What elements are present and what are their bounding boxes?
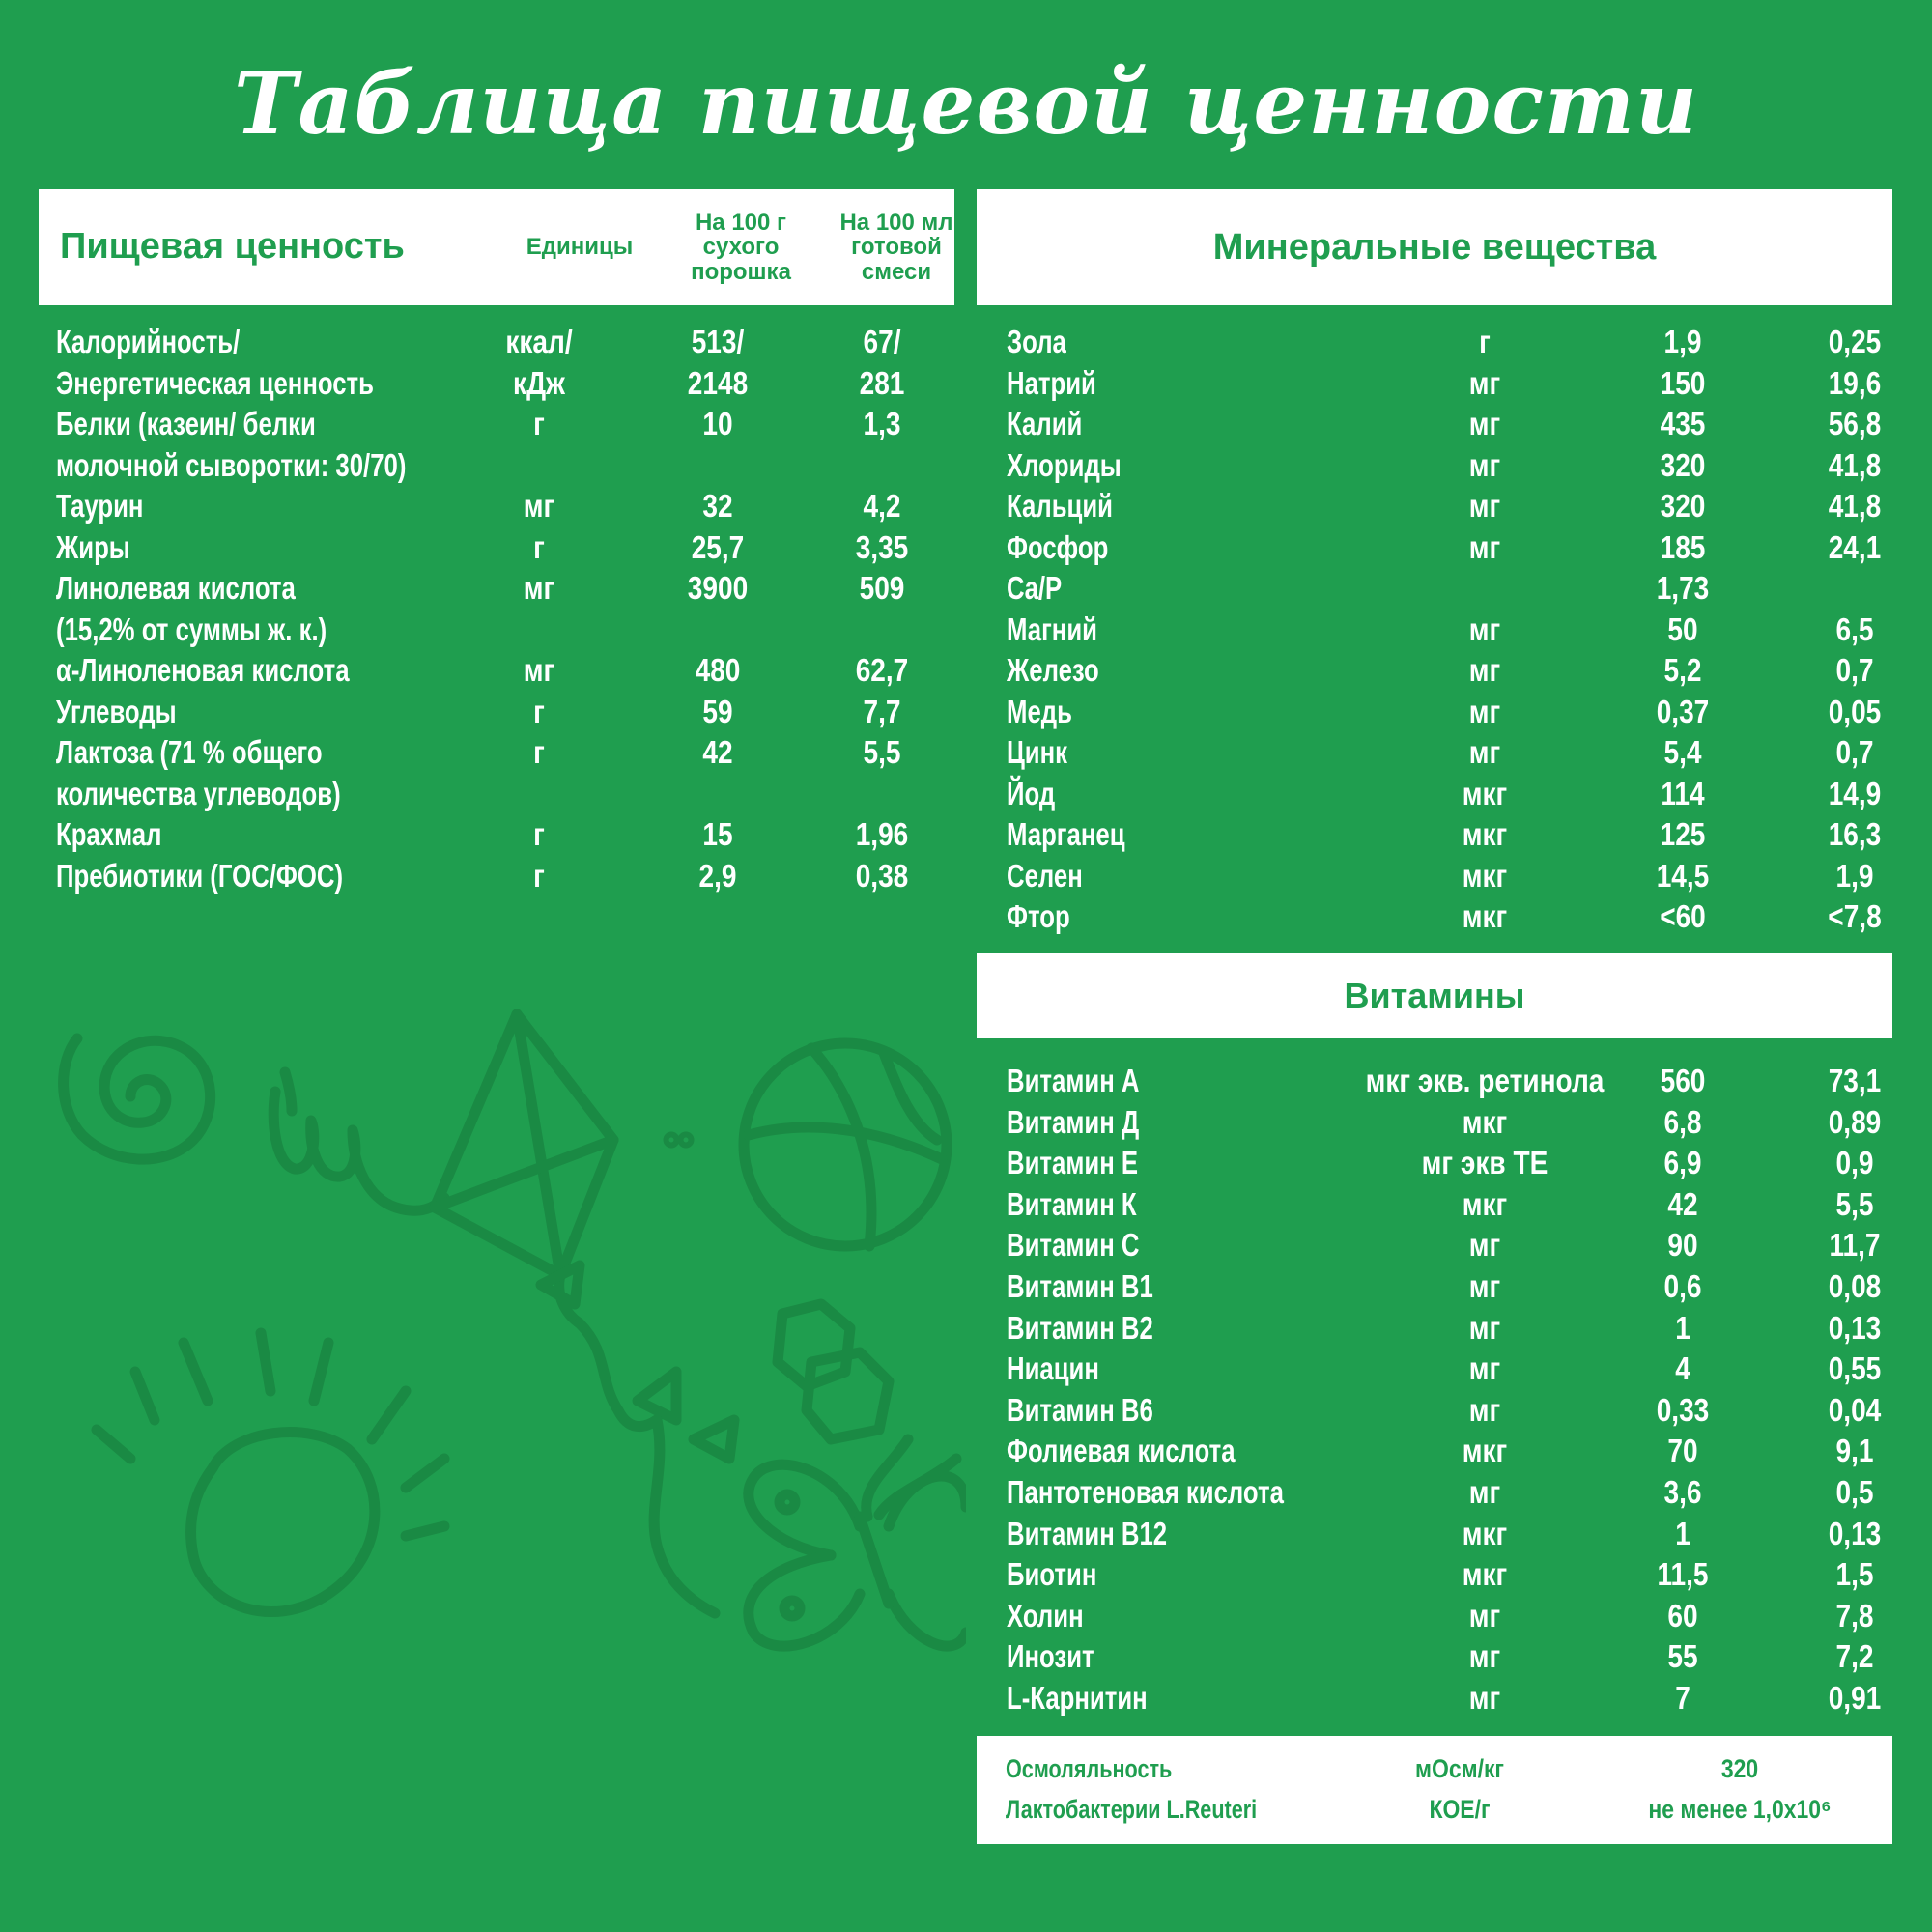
row-name: Калорийность/ (56, 324, 241, 359)
table-row (1007, 1636, 1893, 1677)
table-row (1007, 1349, 1893, 1389)
row-value-per-100ml: 0,89 (1828, 1103, 1882, 1140)
table-row (1007, 363, 1893, 404)
minerals-table (1007, 322, 1893, 940)
row-value-per-100g: 11,5 (1657, 1556, 1709, 1593)
row-unit: мг (523, 488, 555, 524)
table-row (1007, 1266, 1893, 1307)
row-unit: мкг (1462, 898, 1508, 934)
row-value-per-100g: 150 (1660, 364, 1706, 401)
table-row (1007, 1390, 1893, 1431)
row-value-per-100ml: 9,1 (1835, 1433, 1874, 1469)
row-name: α-Линоленовая кислота (56, 652, 350, 688)
row-name: Калий (1007, 406, 1083, 441)
table-row (56, 856, 954, 896)
row-value-per-100g: 1,73 (1656, 570, 1710, 606)
row-value-per-100ml: 0,08 (1828, 1268, 1882, 1304)
header-per-100g: На 100 г сухого порошка (691, 210, 791, 285)
row-name: L-Карнитин (1007, 1680, 1148, 1716)
row-unit: мг (1468, 364, 1501, 401)
row-value-per-100g: 320 (1660, 446, 1706, 483)
table-row (1007, 1308, 1893, 1349)
row-name: Цинк (1007, 734, 1068, 770)
row-unit: мг (1468, 734, 1501, 770)
row-name: Кальций (1007, 488, 1113, 524)
table-row (56, 568, 954, 609)
row-value-per-100ml: 0,7 (1835, 652, 1874, 688)
row-value-per-100g: <60 (1660, 898, 1706, 934)
butterfly-icon (749, 1439, 966, 1646)
row-value-per-100g: 60 (1667, 1597, 1698, 1634)
table-row (1007, 404, 1893, 444)
row-unit: мкг (1462, 1185, 1508, 1222)
ball-icon (744, 1043, 947, 1246)
row-value-per-100g: 0,37 (1656, 693, 1710, 729)
row-unit: г (533, 406, 545, 441)
footer-value: не менее 1,0х10⁶ (1648, 1795, 1832, 1824)
header-per-100ml: На 100 мл готовой смеси (839, 210, 953, 285)
row-value-per-100ml: 6,5 (1835, 611, 1874, 647)
table-row (1007, 692, 1893, 732)
table-row (1007, 774, 1893, 814)
row-unit: мкг (1462, 816, 1508, 852)
row-value-per-100g: 0,6 (1663, 1268, 1702, 1304)
row-name: Таурин (56, 488, 144, 524)
table-row (1007, 1514, 1893, 1554)
row-name: Ниацин (1007, 1350, 1099, 1387)
row-value-per-100ml: 56,8 (1828, 406, 1882, 441)
row-name: Пребиотики (ГОС/ФОС) (56, 857, 344, 894)
row-value-per-100ml: 19,6 (1828, 364, 1882, 401)
row-value-per-100ml: 73,1 (1828, 1063, 1882, 1098)
row-value-per-100ml: 0,5 (1835, 1474, 1874, 1510)
table-row (1007, 650, 1893, 691)
row-value-per-100ml: 0,9 (1835, 1145, 1874, 1181)
table-row (56, 445, 954, 486)
vitamins-header: Витамины (977, 953, 1892, 1038)
row-value-per-100g: 42 (702, 734, 733, 770)
row-value-per-100ml: 0,05 (1828, 693, 1882, 729)
row-name: Витамин А (1007, 1063, 1140, 1098)
row-name: Углеводы (56, 693, 177, 729)
row-unit: мг (1468, 1638, 1501, 1675)
table-row (56, 692, 954, 732)
row-name: Крахмал (56, 816, 162, 852)
table-row (1007, 610, 1893, 650)
row-name: Селен (1007, 857, 1083, 894)
row-value-per-100g: 0,33 (1656, 1391, 1710, 1428)
table-row (56, 363, 954, 404)
row-unit: мг экв ТЕ (1421, 1145, 1548, 1181)
header-nutrition-name: Пищевая ценность (60, 226, 405, 268)
row-value-per-100g: 2,9 (698, 857, 737, 894)
row-value-per-100ml: 67/ (863, 324, 901, 359)
row-value-per-100ml: 0,38 (855, 857, 909, 894)
row-value-per-100ml: 14,9 (1828, 775, 1882, 811)
row-value-per-100g: 6,9 (1663, 1145, 1702, 1181)
row-name: Железо (1007, 652, 1099, 688)
row-value-per-100ml: 11,7 (1829, 1227, 1881, 1264)
row-name: Витамин В12 (1007, 1515, 1168, 1551)
row-unit: мкг экв. ретинола (1365, 1063, 1605, 1098)
row-value-per-100g: 10 (702, 406, 733, 441)
row-value-per-100ml: 24,1 (1828, 528, 1882, 565)
row-unit: г (533, 528, 545, 565)
table-row (1007, 1184, 1893, 1225)
row-name: Ca/P (1007, 570, 1063, 606)
row-value-per-100ml: 4,2 (863, 488, 901, 524)
footer-name: Лактобактерии L.Reuteri (1006, 1795, 1258, 1824)
row-value-per-100ml: 62,7 (855, 652, 909, 688)
footer-row-osmolality (977, 1749, 1892, 1788)
table-row (1007, 486, 1893, 526)
row-unit: мкг (1462, 857, 1508, 894)
doodle-illustrations (39, 966, 966, 1700)
row-value-per-100ml: 0,13 (1828, 1309, 1882, 1346)
row-unit: мг (1468, 446, 1501, 483)
header-units: Единицы (526, 234, 634, 261)
row-name: Медь (1007, 693, 1072, 729)
row-unit: мг (1468, 652, 1501, 688)
row-value-per-100g: 480 (695, 652, 741, 688)
row-name: Хлориды (1007, 446, 1122, 483)
row-value-per-100g: 5,4 (1663, 734, 1702, 770)
row-name: Витамин С (1007, 1227, 1140, 1264)
row-value-per-100g: 4 (1675, 1350, 1690, 1387)
footer-box (977, 1736, 1892, 1844)
row-unit: мг (1468, 1309, 1501, 1346)
row-value-per-100ml: 1,9 (1835, 857, 1874, 894)
table-row (1007, 1225, 1893, 1265)
row-value-per-100g: 560 (1660, 1063, 1706, 1098)
row-name: Инозит (1007, 1638, 1094, 1675)
table-row (56, 610, 954, 650)
row-name: Лактоза (71 % общего (56, 734, 323, 770)
row-unit: мг (1468, 1474, 1501, 1510)
row-name: Пантотеновая кислота (1007, 1474, 1284, 1510)
row-value-per-100ml: 1,96 (855, 816, 909, 852)
row-unit: мкг (1462, 1556, 1508, 1593)
row-value-per-100g: 1 (1675, 1515, 1690, 1551)
row-unit: мг (1468, 1391, 1501, 1428)
row-unit: ккал/ (505, 324, 573, 359)
row-name: Магний (1007, 611, 1097, 647)
table-row (1007, 1143, 1893, 1183)
table-row (1007, 1061, 1893, 1101)
row-unit: кДж (513, 364, 565, 401)
footer-name: Осмоляльность (1006, 1754, 1173, 1783)
row-value-per-100ml: <7,8 (1828, 898, 1882, 934)
row-unit: г (533, 734, 545, 770)
table-row (56, 814, 954, 855)
row-unit: г (533, 693, 545, 729)
row-value-per-100ml: 0,7 (1835, 734, 1874, 770)
table-row (1007, 856, 1893, 896)
table-row (1007, 1431, 1893, 1471)
row-value-per-100g: 1,9 (1663, 324, 1702, 359)
row-name: Витамин В1 (1007, 1268, 1153, 1304)
row-value-per-100g: 25,7 (691, 528, 745, 565)
row-value-per-100g: 7 (1675, 1680, 1690, 1716)
row-unit: мг (523, 570, 555, 606)
row-value-per-100g: 435 (1660, 406, 1706, 441)
row-name: Холин (1007, 1597, 1084, 1634)
row-unit: мг (1468, 1227, 1501, 1264)
row-value-per-100ml: 0,04 (1828, 1391, 1882, 1428)
row-value-per-100ml: 41,8 (1828, 446, 1882, 483)
row-unit: мкг (1462, 1103, 1508, 1140)
row-value-per-100ml: 0,25 (1828, 324, 1882, 359)
table-row (1007, 568, 1893, 609)
row-value-per-100g: 14,5 (1656, 857, 1710, 894)
row-unit: г (1479, 324, 1491, 359)
row-unit: г (533, 816, 545, 852)
footer-value: 320 (1720, 1754, 1759, 1783)
table-row (1007, 1596, 1893, 1636)
table-row (56, 486, 954, 526)
row-name: Марганец (1007, 816, 1125, 852)
row-unit: мг (1468, 528, 1501, 565)
row-value-per-100ml: 7,2 (1835, 1638, 1874, 1675)
row-value-per-100ml: 1,5 (1835, 1556, 1874, 1593)
row-value-per-100g: 32 (702, 488, 733, 524)
row-value-per-100ml: 281 (859, 364, 905, 401)
row-name: Белки (казеин/ белки (56, 406, 316, 441)
row-value-per-100g: 3900 (687, 570, 749, 606)
row-value-per-100g: 513/ (691, 324, 745, 359)
row-value-per-100ml: 509 (859, 570, 905, 606)
table-row (1007, 1678, 1893, 1719)
row-name: Энергетическая ценность (56, 364, 374, 401)
spiral-icon (64, 1038, 211, 1159)
row-unit: мг (1468, 406, 1501, 441)
row-value-per-100g: 90 (1667, 1227, 1698, 1264)
row-name: количества углеводов) (56, 775, 341, 811)
row-name: Витамин Д (1007, 1103, 1140, 1140)
minerals-header: Минеральные вещества (977, 189, 1892, 305)
row-value-per-100g: 59 (702, 693, 733, 729)
page-title: Таблица пищевой ценности (233, 53, 1698, 154)
row-name: Фолиевая кислота (1007, 1433, 1236, 1469)
table-row (56, 322, 954, 362)
hexagon-icon (778, 1304, 889, 1439)
row-unit: мкг (1462, 775, 1508, 811)
row-unit: мг (1468, 1350, 1501, 1387)
row-name: Фосфор (1007, 528, 1109, 565)
table-row (1007, 1472, 1893, 1513)
row-name: Витамин В6 (1007, 1391, 1153, 1428)
row-unit: мг (1468, 693, 1501, 729)
dots-icon (668, 1137, 689, 1143)
row-value-per-100ml: 7,7 (863, 693, 901, 729)
row-value-per-100ml: 7,8 (1835, 1597, 1874, 1634)
footer-unit: КОЕ/г (1429, 1795, 1491, 1824)
sun-icon (97, 1333, 444, 1612)
row-value-per-100g: 320 (1660, 488, 1706, 524)
grass-icon (273, 1072, 444, 1210)
row-value-per-100g: 70 (1667, 1433, 1698, 1469)
kite-icon (435, 1014, 734, 1613)
row-name: молочной сыворотки: 30/70) (56, 446, 407, 483)
row-name: Линолевая кислота (56, 570, 296, 606)
table-row (1007, 732, 1893, 773)
row-value-per-100ml: 16,3 (1828, 816, 1882, 852)
row-unit: мкг (1462, 1515, 1508, 1551)
row-value-per-100ml: 3,35 (855, 528, 909, 565)
row-value-per-100g: 1 (1675, 1309, 1690, 1346)
row-unit: мг (1468, 1597, 1501, 1634)
footer-unit: мОсм/кг (1414, 1754, 1504, 1783)
row-value-per-100ml: 1,3 (863, 406, 901, 441)
row-value-per-100ml: 5,5 (1835, 1185, 1874, 1222)
table-row (56, 774, 954, 814)
vitamins-table (1007, 1061, 1893, 1718)
row-unit: мг (1468, 611, 1501, 647)
table-row (1007, 814, 1893, 855)
row-value-per-100g: 6,8 (1663, 1103, 1702, 1140)
row-unit: мг (1468, 488, 1501, 524)
row-unit: мг (1468, 1268, 1501, 1304)
row-name: Витамин Е (1007, 1145, 1139, 1181)
table-row (56, 527, 954, 568)
row-value-per-100g: 3,6 (1663, 1474, 1702, 1510)
row-value-per-100g: 185 (1660, 528, 1706, 565)
nutrition-header (39, 189, 954, 305)
row-unit: г (533, 857, 545, 894)
row-name: Биотин (1007, 1556, 1097, 1593)
row-value-per-100ml: 5,5 (863, 734, 901, 770)
row-unit: мг (1468, 1680, 1501, 1716)
row-value-per-100g: 114 (1661, 775, 1705, 811)
row-value-per-100g: 15 (702, 816, 733, 852)
row-value-per-100g: 55 (1667, 1638, 1698, 1675)
row-name: Натрий (1007, 364, 1096, 401)
row-value-per-100g: 2148 (687, 364, 749, 401)
footer-row-lactobacteria (977, 1790, 1892, 1829)
table-row (56, 404, 954, 444)
row-name: Фтор (1007, 898, 1070, 934)
row-name: Витамин В2 (1007, 1309, 1153, 1346)
row-unit: мкг (1462, 1433, 1508, 1469)
row-value-per-100g: 5,2 (1663, 652, 1702, 688)
row-value-per-100ml: 41,8 (1828, 488, 1882, 524)
table-row (1007, 896, 1893, 937)
table-row (56, 732, 954, 773)
row-name: Зола (1007, 324, 1066, 359)
row-value-per-100g: 50 (1667, 611, 1698, 647)
row-name: (15,2% от суммы ж. к.) (56, 611, 327, 647)
row-value-per-100ml: 0,13 (1828, 1515, 1882, 1551)
row-value-per-100g: 42 (1667, 1185, 1698, 1222)
row-name: Йод (1007, 775, 1056, 811)
table-row (1007, 527, 1893, 568)
row-unit: мг (523, 652, 555, 688)
row-name: Жиры (56, 528, 130, 565)
row-value-per-100ml: 0,55 (1828, 1350, 1882, 1387)
table-row (1007, 445, 1893, 486)
row-value-per-100g: 125 (1660, 816, 1706, 852)
table-row (56, 650, 954, 691)
table-row (1007, 322, 1893, 362)
row-name: Витамин К (1007, 1185, 1137, 1222)
table-row (1007, 1102, 1893, 1143)
row-value-per-100ml: 0,91 (1828, 1680, 1882, 1716)
table-row (1007, 1554, 1893, 1595)
nutrition-table (56, 322, 954, 901)
